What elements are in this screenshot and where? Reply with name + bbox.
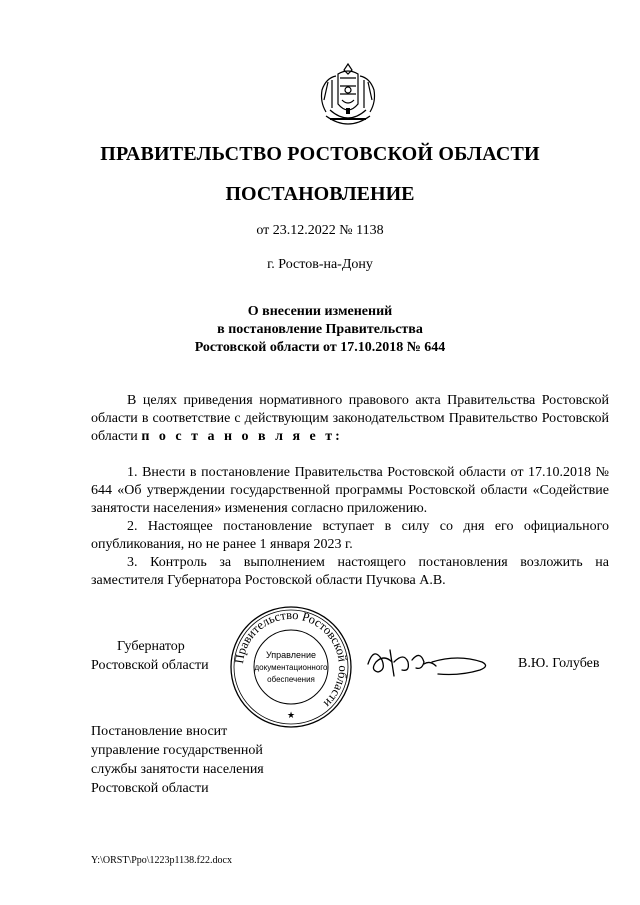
- svg-text:★: ★: [286, 711, 296, 721]
- handwritten-signature: [364, 640, 494, 684]
- organization-title: ПРАВИТЕЛЬСТВО РОСТОВСКОЙ ОБЛАСТИ: [100, 143, 540, 165]
- file-path: Y:\ORST\Ppo\1223p1138.f22.docx: [91, 855, 232, 866]
- decree-items: [91, 464, 609, 590]
- position-line: Ростовской области: [91, 658, 209, 673]
- document-city: г. Ростов-на-Дону: [267, 257, 373, 272]
- signatory-name: В.Ю. Голубев: [518, 656, 600, 671]
- subject-line: Ростовской области от 17.10.2018 № 644: [194, 340, 446, 355]
- decree-item: 1. Внести в постановление Правительства Ростовской области от 17.10.2018 № 644 «Об утверждении государственной программы Ростовской области «Содействие занятости населения» изменения согласно приложению.: [91, 465, 609, 516]
- preamble-text: В целях приведения нормативного правового акта Правительства Ростовской области в соответствие с действующим законодательством Правительство Ростовской области: [91, 393, 609, 444]
- decree-item: 3. Контроль за выполнением настоящего постановления возложить на заместителя Губернатора Ростовской области Пучкова А.В.: [91, 555, 609, 588]
- official-stamp: [228, 604, 354, 730]
- document-date-number: от 23.12.2022 № 1138: [256, 223, 384, 238]
- decree-word: п о с т а н о в л я е т:: [141, 429, 343, 444]
- preamble-paragraph: [91, 392, 609, 446]
- svg-text:Правительство Ростовской облас: Правительство Ростовской области: [232, 607, 351, 711]
- introduced-by-line: управление государственной: [91, 743, 263, 758]
- coat-of-arms-emblem: [312, 60, 384, 136]
- introduced-by-block: [91, 722, 264, 798]
- subject-line: в постановление Правительства: [217, 322, 423, 337]
- introduced-by-line: службы занятости населения: [91, 762, 264, 777]
- introduced-by-line: Постановление вносит: [91, 724, 228, 739]
- introduced-by-line: Ростовской области: [91, 781, 209, 796]
- svg-text:документационного: документационного: [254, 663, 328, 672]
- subject-line: О внесении изменений: [247, 304, 393, 319]
- document-type-title: ПОСТАНОВЛЕНИЕ: [225, 183, 415, 205]
- decree-item: 2. Настоящее постановление вступает в силу со дня его официального опубликования, но не ранее 1 января 2023 г.: [91, 519, 609, 552]
- svg-text:обеспечения: обеспечения: [267, 675, 315, 684]
- document-subject: [0, 303, 640, 357]
- svg-text:Управление: Управление: [265, 650, 317, 660]
- position-line: Губернатор: [117, 639, 185, 654]
- signatory-position: [91, 637, 209, 675]
